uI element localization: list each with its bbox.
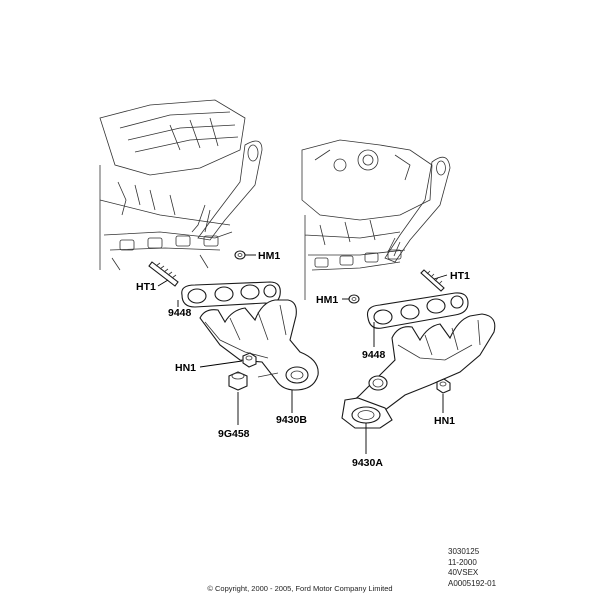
right-hm1-nut: [349, 295, 359, 303]
label-hm1-right: HM1: [316, 294, 339, 306]
reference-number: 3030125: [448, 547, 480, 556]
label-ht1-left: HT1: [136, 281, 156, 293]
label-hm1-left: HM1: [258, 250, 281, 262]
left-gasket-9448: [182, 282, 281, 307]
reference-date: 11-2000: [448, 557, 477, 567]
left-hn1-nut: [243, 353, 256, 367]
image-code: A0005192-01: [448, 578, 497, 588]
label-9430b: 9430B: [276, 414, 307, 426]
label-gasket-left: 9448: [168, 307, 192, 319]
right-gasket-9448: [368, 293, 469, 328]
label-ht1-right: HT1: [450, 270, 470, 282]
left-hm1-nut: [235, 251, 245, 259]
reference-model: 40VSEX: [448, 568, 479, 577]
label-9g458: 9G458: [218, 428, 250, 440]
label-9430a: 9430A: [352, 457, 383, 469]
copyright-notice: © Copyright, 2000 - 2005, Ford Motor Company Limited: [207, 584, 393, 593]
right-manifold-9430a: [342, 314, 495, 428]
left-engine-block: [100, 100, 262, 270]
right-ht1-stud: [421, 270, 444, 291]
label-hn1-left: HN1: [175, 362, 197, 374]
left-9g458-part: [229, 372, 278, 390]
reference-info-block: [448, 547, 568, 589]
label-hn1-right: HN1: [434, 415, 456, 427]
label-gasket-right: 9448: [362, 349, 386, 361]
right-hn1-nut: [437, 379, 450, 393]
